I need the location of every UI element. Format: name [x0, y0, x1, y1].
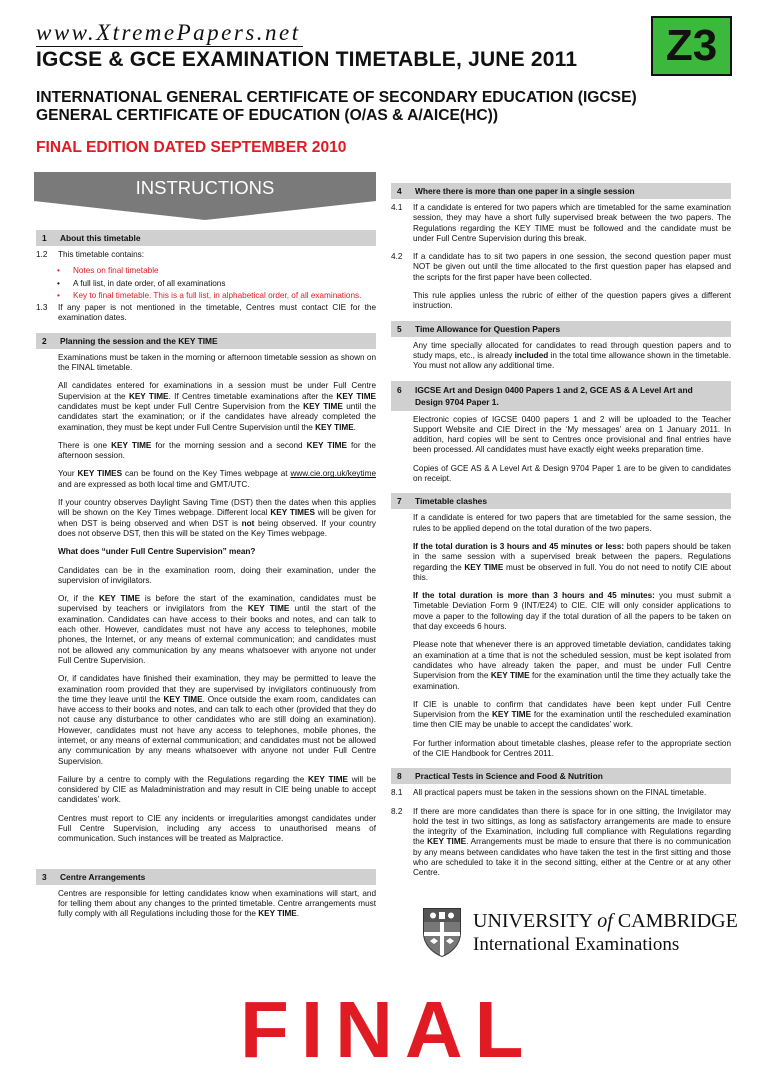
paragraph: Your KEY TIMES can be found on the Key Times webpage at www.cie.org.uk/keytime and are expressed as both local time and GMT/UTC. — [58, 469, 376, 489]
section-number: 4 — [397, 186, 402, 196]
university-name: UNIVERSITY of CAMBRIDGE — [473, 910, 738, 932]
section-number: 3 — [42, 871, 47, 882]
item-number: 1.2 — [36, 250, 48, 259]
list-item-text: • Key to final timetable. This is a full list, in alphabetical order, of all examinations. — [73, 290, 362, 300]
item-text: If there are more candidates than there is space for in one sitting, the Invigilator may hold the test in two sittings, as long as satisfactory arrangements are made to ensure the integrity of the Examination, including full compliance with Regulations regarding the KEY TIME. Arrangements must be made to ensure that there is no communication by any means between candidates who have taken the test in the first sitting and those who are scheduled to take it in the second sitting, either at the Centre or at any other Centre. — [413, 806, 731, 878]
paragraph: Copies of GCE AS & A Level Art & Design 9704 Paper 1 are to be given to candidates on receipt. — [413, 463, 731, 484]
paragraph: Centres must report to CIE any incidents or irregularities amongst candidates under Full Centre Supervision, including any access to unauthorised means of communication. Such instances will be treated as Malpractice. — [58, 813, 376, 844]
paragraph: If your country observes Daylight Saving Time (DST) then the dates when this applies will be shown on the Key Times webpage. Different local KEY TIMES will be given for when DST is being observed and when DST is not being observed. If your country does not observe DST, then this will be stated on the Key Times webpage. — [58, 498, 376, 538]
paragraph: This rule applies unless the rubric of either of the question papers gives a different instruction. — [413, 291, 731, 311]
paragraph: Please note that whenever there is an approved timetable deviation, candidates taking an examination at a time that is not the scheduled session, must be kept isolated from candidates who have already taken the paper, and must be under Full Centre Supervision from the KEY TIME for the examination until the time they actually take the examination. — [413, 640, 731, 691]
section-2-body — [36, 353, 376, 845]
paragraph: Centres are responsible for letting candidates know when examinations will start, and for telling them about any changes to the printed timetable. Centre arrangements must fully comply with all Regulations including those for the KEY TIME. — [58, 888, 376, 919]
section-title: About this timetable — [60, 233, 141, 243]
item-number: 8.1 — [391, 788, 403, 798]
supervision-question: What does “under Full Centre Supervision” mean? — [58, 547, 256, 557]
final-stamp: FINAL — [240, 985, 536, 1074]
international-examinations: International Examinations — [473, 934, 680, 955]
section-title: Time Allowance for Question Papers — [415, 323, 561, 334]
section-title: Planning the session and the KEY TIME — [60, 335, 218, 346]
section-title-cont: Design 9704 Paper 1. — [415, 396, 499, 407]
item-1-3 — [36, 303, 376, 324]
item-number: 4.1 — [391, 203, 403, 212]
banner-arrow — [34, 201, 376, 220]
item-text: All practical papers must be taken in the sessions shown on the FINAL timetable. — [413, 788, 707, 798]
section-6-heading — [391, 381, 731, 411]
cambridge-shield-icon — [422, 907, 462, 957]
paragraph: If a candidate is entered for two papers that are timetabled for the same session, the rules to be applied depend on the total duration of the two papers. — [413, 513, 731, 533]
section-number: 6 — [397, 384, 402, 395]
item-text: This timetable contains: — [58, 250, 145, 259]
paragraph: Or, if candidates have finished their examination, they may be permitted to leave the examination room provided that they are supervised by invigilators continuously from the time they leave until the KEY TIME. Once outside the exam room, candidates can have access to their books and notes, and can talk to each other (provided that they do not cause any disturbance to other candidates who are still doing an examination). However, candidates must not have any access to telephones, mobile phones, the internet, or any means of external communication; and candidates must not be allowed any communication by any means whatsoever with anyone not under Full Centre Supervision. — [58, 674, 376, 766]
section-7-body — [391, 513, 731, 759]
edition-date: FINAL EDITION DATED SEPTEMBER 2010 — [36, 139, 347, 156]
section-7-heading — [391, 493, 731, 509]
section-title: IGCSE Art and Design 0400 Papers 1 and 2, GCE AS & A Level Art and — [415, 384, 693, 395]
section-title: Practical Tests in Science and Food & Nutrition — [415, 771, 603, 782]
left-column — [36, 226, 376, 920]
list-item: • Notes on final timetable — [73, 266, 376, 276]
item-4-2 — [391, 252, 731, 283]
paragraph: If the total duration is more than 3 hours and 45 minutes: you must submit a Timetable Deviation Form 9 (INT/E24) to CIE. CIE will only consider applications to move a paper to the following day if the total duration of all the papers to be taken on that day exceeds 6 hours. — [413, 591, 731, 632]
section-title: Where there is more than one paper in a single session — [415, 186, 635, 196]
section-8-heading — [391, 768, 731, 784]
item-number: 1.3 — [36, 303, 48, 313]
paragraph: If CIE is unable to confirm that candidates have been kept under Full Centre Supervision from the KEY TIME for the examination until the rescheduled examination time then CIE may be unable to accept the candidates’ work. — [413, 699, 731, 730]
right-column — [391, 179, 731, 879]
paragraph: Any time specially allocated for candidates to read through question papers and to study maps, etc., is already included in the total time allowance shown in the timetable. You must not allow any additional time. — [413, 340, 732, 371]
cambridge-logo — [422, 907, 738, 957]
section-number: 8 — [397, 771, 402, 782]
paragraph: If the total duration is 3 hours and 45 minutes or less: both papers should be taken in the same session with a supervised break between the papers. Regulations regarding the KEY TIME must be observed in full. You do not need to notify CIE about this. — [413, 541, 731, 582]
section-title: Centre Arrangements — [60, 871, 146, 882]
subtitle-igcse: INTERNATIONAL GENERAL CERTIFICATE OF SECONDARY EDUCATION (IGCSE) — [36, 89, 637, 106]
section-5-heading — [391, 321, 731, 337]
edition-badge: Z3 — [651, 16, 732, 76]
paragraph: Candidates can be in the examination room, doing their examination, under the supervision of invigilators. — [58, 565, 376, 585]
item-8-1 — [391, 788, 731, 798]
item-number: 8.2 — [391, 806, 403, 816]
item-4-1 — [391, 203, 731, 244]
section-3-body — [36, 889, 376, 920]
paragraph: Examinations must be taken in the morning or afternoon timetable session as shown on the FINAL timetable. — [58, 352, 376, 373]
section-number: 1 — [42, 233, 47, 243]
list-item: • A full list, in date order, of all examinations — [73, 279, 376, 289]
item-1-2 — [36, 250, 376, 260]
section-number: 5 — [397, 323, 402, 334]
key-times-link[interactable]: www.cie.org.uk/keytime — [290, 469, 376, 479]
paragraph: Electronic copies of IGCSE 0400 papers 1 and 2 will be uploaded to the Teacher Support Website and CIE Direct in the ‘My messages’ area on 1 January 2011. In addition, hard copies will be sent to Centres once provisional and final entries have been processed. All candidates must have exactly eight weeks preparation time. — [413, 414, 731, 455]
paragraph: Or, if the KEY TIME is before the start of the examination, candidates must be supervised by teachers or invigilators from the KEY TIME until the start of the examination. Candidates can have access to their books and notes, and can talk to each other. However, candidates must not have any access to telephones, mobile phones, the Internet, or any means of external communication; and candidates must not be allowed any communication by any means whatsoever with anyone not under Full Centre Supervision. — [58, 594, 376, 665]
instructions-banner — [34, 172, 376, 220]
section-5-body — [391, 341, 731, 372]
section-3-heading — [36, 869, 376, 885]
paragraph: All candidates entered for examinations in a session must be under Full Centre Supervision at the KEY TIME. If Centres timetable examinations after the KEY TIME candidates must be kept under Full Centre Supervision from the KEY TIME until the candidates start the examination; or if the candidates have already completed the examination, they must be kept under Full Centre Supervision until the KEY TIME. — [58, 381, 377, 432]
list-item — [73, 291, 376, 301]
section-6-body — [391, 415, 731, 485]
instructions-heading: INSTRUCTIONS — [34, 172, 376, 201]
paragraph: There is one KEY TIME for the morning session and a second KEY TIME for the afternoon session. — [58, 440, 376, 461]
section-1-heading — [36, 230, 376, 246]
paragraph: For further information about timetable clashes, please refer to the appropriate section of the CIE Handbook for Centres 2011. — [413, 738, 731, 758]
watermark: www.XtremePapers.net — [36, 20, 301, 45]
section-2-heading — [36, 333, 376, 349]
contents-list — [36, 266, 376, 301]
item-8-2 — [391, 807, 731, 879]
item-text: If any paper is not mentioned in the timetable, Centres must contact CIE for the examination dates. — [58, 303, 376, 323]
item-text: If a candidate has to sit two papers in one session, the second question paper must NOT be given out until the time allocated to the first question paper has elapsed and the scripts for the first paper have been collected. — [413, 252, 731, 282]
section-number: 2 — [42, 335, 47, 346]
item-text: If a candidate is entered for two papers which are timetabled for the same examination session, they may have a short fully supervised break between the two papers. The Regulations regarding the KEY TIME must be followed and the candidate must be under Full Centre Supervision during this break. — [413, 203, 731, 243]
section-4-heading — [391, 183, 731, 199]
page-title: IGCSE & GCE EXAMINATION TIMETABLE, JUNE 2011 — [36, 48, 578, 71]
paragraph: Failure by a centre to comply with the Regulations regarding the KEY TIME will be considered by CIE as Maladministration and may result in CIE being unable to accept candidates’ work. — [58, 774, 376, 805]
subtitle-gce: GENERAL CERTIFICATE OF EDUCATION (O/AS & A/AICE(HC)) — [36, 107, 499, 124]
section-title: Timetable clashes — [415, 496, 488, 507]
section-number: 7 — [397, 496, 402, 507]
item-number: 4.2 — [391, 252, 403, 262]
